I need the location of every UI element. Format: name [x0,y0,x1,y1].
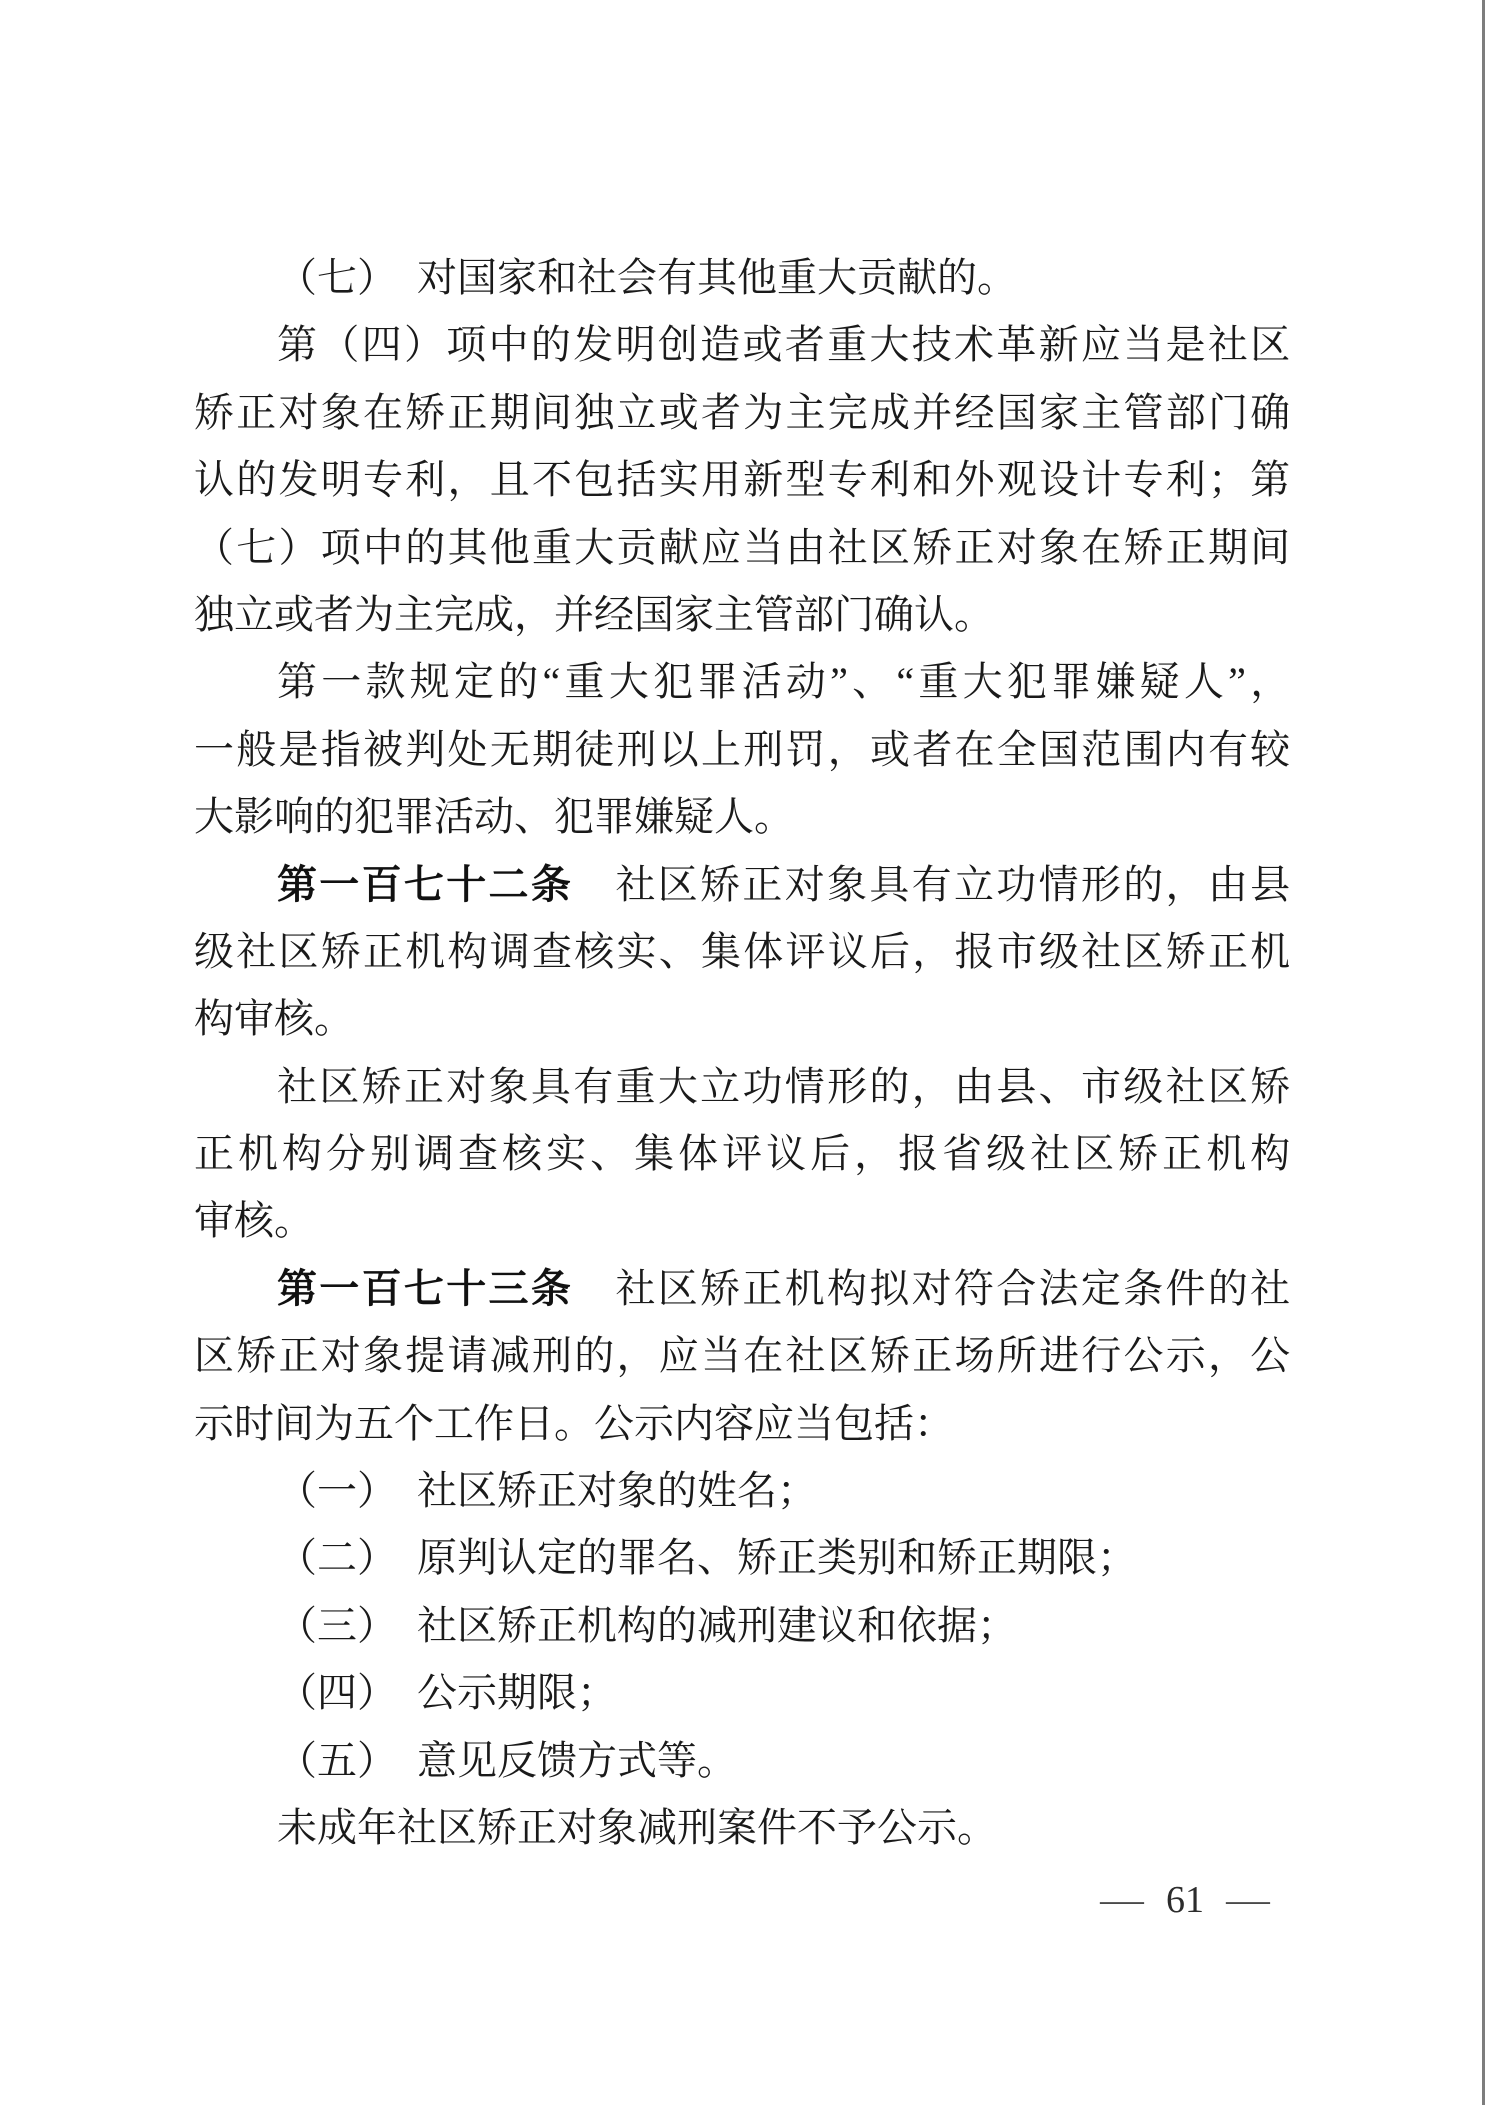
text-line: （一） 社区矫正对象的姓名； [277,1468,817,1514]
document-text-block [194,244,1292,1861]
text-line: 未成年社区矫正对象减刑案件不予公示。 [277,1804,997,1850]
text-line: （七）项中的其他重大贡献应当由社区矫正对象在矫正期间 [194,524,1292,570]
text-line: 第一百七十二条 社区矫正对象具有立功情形的，由县 [277,861,1292,907]
text-line: 第一百七十三条 社区矫正机构拟对符合法定条件的社 [277,1265,1292,1311]
text-line: 第一款规定的“重大犯罪活动”、“重大犯罪嫌疑人”， [277,659,1292,705]
footer-dash-right: — [1226,1879,1270,1921]
page-footer [1100,1874,1270,1926]
article-number: 第一百七十二条 [277,862,574,907]
scan-edge-line [1482,0,1485,2105]
text-line: 正机构分别调查核实、集体评议后，报省级社区矫正机构 [194,1131,1292,1177]
text-line: 矫正对象在矫正期间独立或者为主完成并经国家主管部门确 [194,389,1292,435]
page-number: 61 [1166,1879,1204,1921]
text-line: 独立或者为主完成，并经国家主管部门确认。 [194,591,994,637]
text-line: 审核。 [194,1198,314,1244]
text-line: 社区矫正对象具有重大立功情形的，由县、市级社区矫 [277,1063,1292,1109]
text-line: 区矫正对象提请减刑的，应当在社区矫正场所进行公示，公 [194,1333,1292,1379]
text-line: 级社区矫正机构调查核实、集体评议后，报市级社区矫正机 [194,928,1292,974]
text-line: 第（四）项中的发明创造或者重大技术革新应当是社区 [277,322,1292,368]
text-line: （四） 公示期限； [277,1670,617,1716]
text-line: 认的发明专利，且不包括实用新型专利和外观设计专利；第 [194,457,1292,503]
text-line: 大影响的犯罪活动、犯罪嫌疑人。 [194,794,794,840]
text-line: （五） 意见反馈方式等。 [277,1737,737,1783]
text-line: 构审核。 [194,996,354,1042]
text-line: （七） 对国家和社会有其他重大贡献的。 [277,255,1017,300]
article-number: 第一百七十三条 [277,1266,574,1311]
text-line: 示时间为五个工作日。公示内容应当包括： [194,1400,954,1446]
text-line: （三） 社区矫正机构的减刑建议和依据； [277,1602,1017,1648]
text-line: （二） 原判认定的罪名、矫正类别和矫正期限； [277,1535,1137,1581]
footer-dash-left: — [1100,1879,1144,1921]
text-line: 一般是指被判处无期徒刑以上刑罚，或者在全国范围内有较 [194,726,1292,772]
